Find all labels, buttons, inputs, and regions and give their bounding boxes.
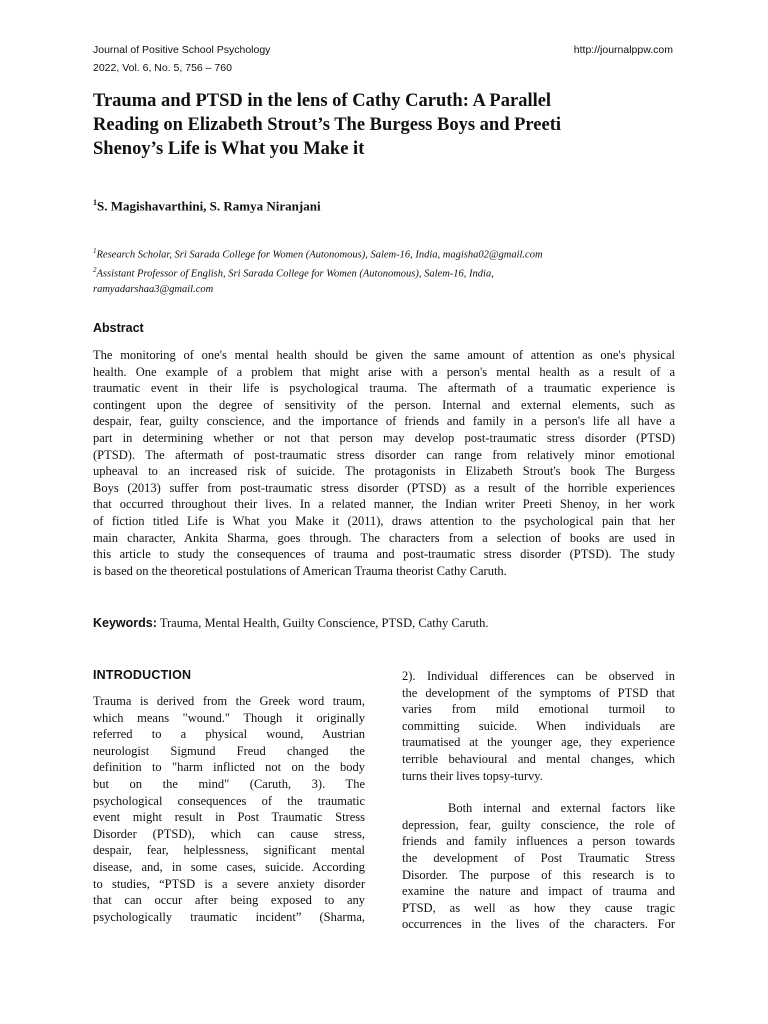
text-line: main character, Ankita Sharma, goes through. The characters from a selection of books are used in	[93, 530, 675, 545]
text-line: this article to study the consequences of trauma and post-traumatic stress disorder (PTSD). The study	[93, 547, 675, 562]
text-line: The monitoring of one's mental health should be given the same amount of attention as one's physical	[93, 348, 675, 362]
text-line: the development of the symptoms of PTSD that	[402, 685, 675, 700]
affiliation-sup: 1	[93, 247, 97, 255]
text-line: 2). Individual differences can be observed in	[402, 669, 675, 683]
text-line: Both internal and external factors like	[448, 801, 675, 816]
text-line: (PTSD). The aftermath of post-traumatic stress disorder can range from relatively minor emotional	[93, 447, 675, 462]
text-line: Boys (2013) suffer from post-traumatic stress disorder (PTSD) as a result of the horrible experiences	[93, 480, 675, 495]
text-line: occurrences in the lives of the characters. For	[402, 917, 675, 932]
text-line: that occurred throughout their lives. In a related manner, the Indian writer Preeti Shenoy, in her work	[93, 497, 675, 512]
author-list	[93, 198, 321, 214]
text-line: part in determining whether or not that person may develop post-traumatic stress disorder (PTSD)	[93, 430, 675, 445]
text-line: despair, fear, guilty conscience, and the importance of friends and family in a person's life all have a	[93, 414, 675, 429]
affiliation-text: Research Scholar, Sri Sarada College for Women (Autonomous), Salem-16, India, magisha02@gmail.com	[96, 249, 543, 261]
text-line: referred to a physical wound, Austrian	[93, 727, 365, 742]
title-line: Trauma and PTSD in the lens of Cathy Caruth: A Parallel	[93, 91, 552, 111]
text-line: of fiction titled Life is What you Make it (2011), draws attention to the psychological pain that her	[93, 513, 675, 528]
author-sup: 1	[93, 198, 97, 207]
text-line: Trauma is derived from the Greek word traum,	[93, 694, 365, 708]
text-line: event might result in Post Traumatic Stress	[93, 810, 365, 825]
text-line: the development of Post Traumatic Stress	[402, 850, 675, 865]
text-line: is based on the theoretical postulations of American Trauma theorist Cathy Caruth.	[93, 563, 507, 578]
text-line: upheaval to an increased risk of suicide. The protagonists in Elizabeth Strout's book The Burgess	[93, 464, 675, 479]
body-column-left	[93, 693, 365, 925]
text-line: PTSD, as well as how they cause tragic	[402, 900, 675, 915]
paper-title	[93, 89, 683, 161]
affiliation-2	[93, 263, 693, 282]
journal-name: Journal of Positive School Psychology	[93, 44, 271, 56]
text-line: that can occur after being exposed to any	[93, 893, 365, 908]
text-line: definition to "harm inflicted not on the body	[93, 760, 365, 775]
affiliation-2-email: ramyadarshaa3@gmail.com	[93, 284, 214, 295]
text-line: to studies, “PTSD is a severe anxiety disorder	[93, 876, 365, 891]
text-line: terrible behavioural and mental changes, which	[402, 751, 675, 766]
abstract-body	[93, 347, 675, 579]
text-line: turns their lives topsy-turvy.	[402, 768, 543, 783]
text-line: traumatic event in their life is psychological trauma. The aftermath of a traumatic experience is	[93, 381, 675, 396]
text-line: contingent upon the degree of sensitivity of the person. Internal and external elements, such as	[93, 397, 675, 412]
affiliations	[93, 244, 693, 298]
title-line: Shenoy’s Life is What you Make it	[93, 139, 365, 159]
text-line: varies from mild emotional turmoil to	[402, 702, 675, 717]
text-line: Disorder (PTSD), which can cause stress,	[93, 826, 365, 841]
affiliation-sup: 2	[93, 266, 97, 274]
keywords-text: Trauma, Mental Health, Guilty Conscience, PTSD, Cathy Caruth.	[156, 616, 489, 630]
text-line: health. One example of a problem that might arise with a person's mental health as a result of a	[93, 364, 675, 379]
text-line: friends and family influences a person towards	[402, 834, 675, 849]
text-line: psychologically traumatic incident” (Sharma,	[93, 909, 365, 924]
journal-header	[93, 41, 270, 77]
text-line: committing suicide. When individuals are	[402, 718, 675, 733]
text-line: examine the nature and impact of trauma and	[402, 884, 675, 899]
paragraph	[402, 668, 675, 784]
title-line: Reading on Elizabeth Strout’s The Burgess Boys and Preeti	[93, 115, 562, 135]
text-line: disease, and, in some cases, suicide. According	[93, 859, 365, 874]
keywords	[93, 616, 488, 631]
journal-issue: 2022, Vol. 6, No. 5, 756 – 760	[93, 62, 232, 74]
keywords-colon: :	[152, 616, 157, 630]
text-line: neurologist Sigmund Freud changed the	[93, 743, 365, 758]
affiliation-text: Assistant Professor of English, Sri Sarada College for Women (Autonomous), Salem-16, India,	[96, 268, 494, 280]
text-line: despair, fear, helplessness, significant mental	[93, 843, 365, 858]
text-line: which means "wound." Though it originally	[93, 710, 365, 725]
affiliation-1	[93, 244, 693, 263]
abstract-heading: Abstract	[93, 321, 144, 335]
text-line: depression, fear, guilty conscience, the role of	[402, 817, 675, 832]
author-names: S. Magishavarthini, S. Ramya Niranjani	[97, 198, 321, 214]
keywords-label: Keywords	[93, 616, 153, 630]
text-line: traumatised at the younger age, they experience	[402, 735, 675, 750]
journal-url[interactable]: http://journalppw.com	[573, 44, 673, 56]
text-line: psychological consequences of the traumatic	[93, 793, 365, 808]
paragraph	[402, 800, 675, 933]
text-line: but on the mind" (Caruth, 3). The	[93, 776, 365, 791]
body-column-right	[402, 668, 675, 933]
introduction-heading: INTRODUCTION	[93, 668, 192, 682]
text-line: Disorder. The purpose of this research is to	[402, 867, 675, 882]
